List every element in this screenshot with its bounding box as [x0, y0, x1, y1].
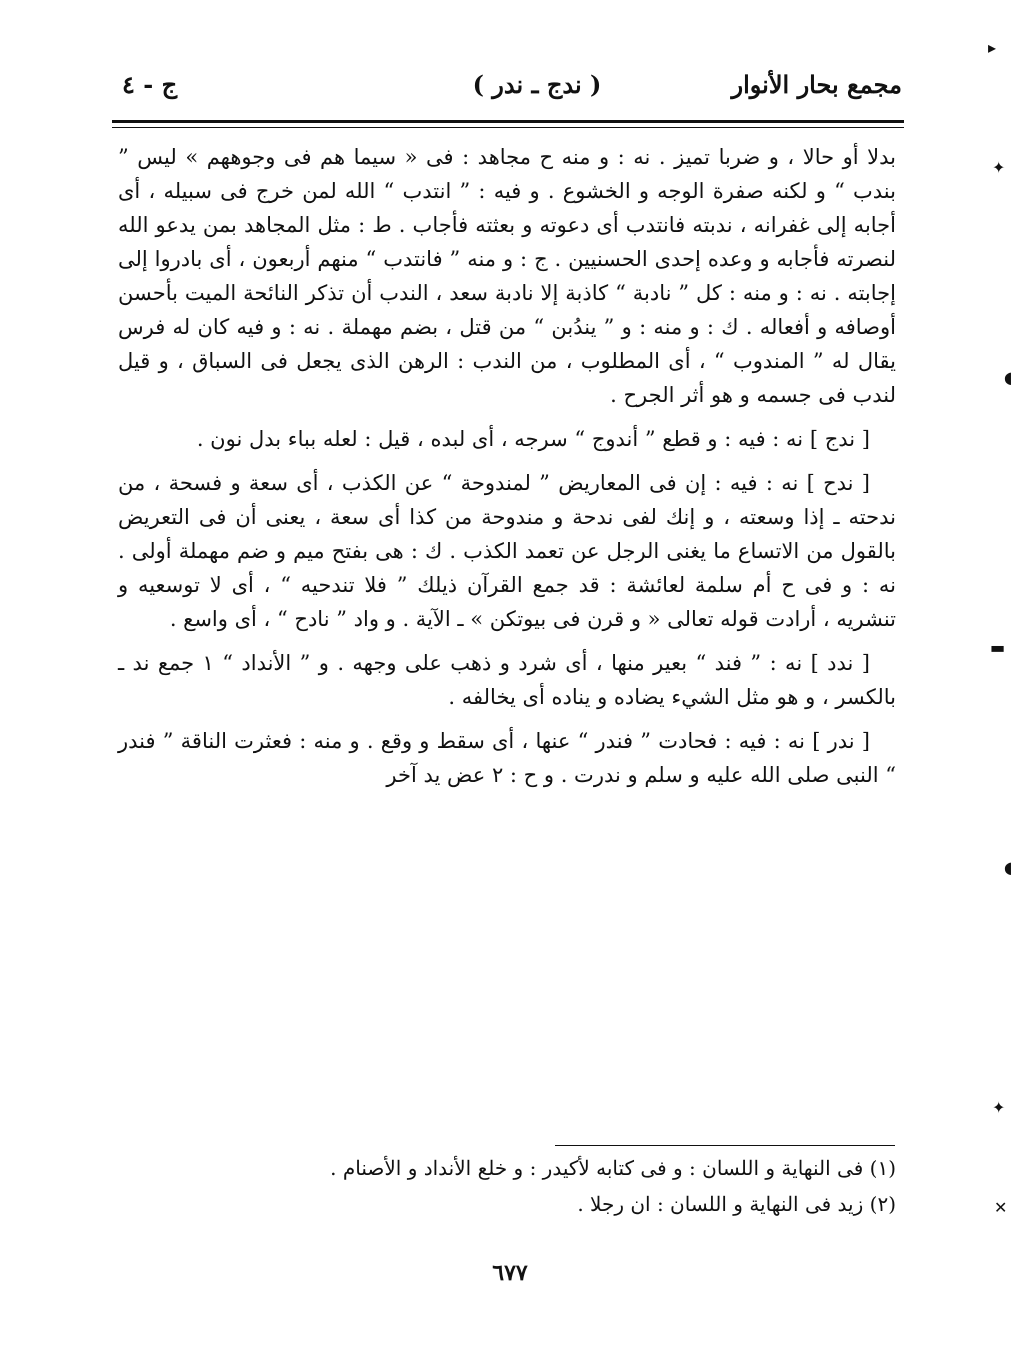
margin-mark-icon: ◖ [1004, 368, 1013, 387]
footnote-2: (٢) زيد فى النهاية و اللسان : ان رجلا . [577, 1192, 896, 1216]
header-rule-thin [112, 127, 904, 128]
margin-mark-icon: ▬ [990, 638, 1006, 657]
margin-mark-icon: ✦ [992, 1098, 1006, 1117]
header-rule [112, 120, 904, 123]
footnotes [200, 1150, 896, 1222]
margin-mark-icon: ✕ [994, 1198, 1008, 1217]
margin-mark-icon: ✦ [992, 158, 1006, 177]
section-range: ( ندج ـ ندر ) [472, 70, 602, 99]
entry-nadr: [ ندر ] نه : فيه : فحادت ” فندر “ عنها ، أى سقط و وقع . و منه : فعثرت الناقة ” فندر “ النبى صلى الله عليه و سلم و ندرت . و ح : ٢ عض يد آخر [118, 729, 896, 787]
book-title: مجمع بحار الأنوار [731, 70, 902, 99]
page-number: ٦٧٧ [492, 1260, 528, 1286]
footnote-1: (١) فى النهاية و اللسان : و فى كتابه لأكيدر : و خلع الأنداد و الأصنام . [330, 1156, 896, 1180]
margin-mark-icon: ◖ [1004, 858, 1013, 877]
paragraph-nadab-continued: بدلا أو حالا ، و ضربا تميز . نه : و منه ح مجاهد : فى « سيما هم فى وجوههم » ليس ” بندب “ و لكنه صفرة الوجه و الخشوع . و فيه : ” انتدب “ الله لمن خرج فى سبيله ، أى أجابه إلى غفرانه ، ندبته فانتدب أى دعوته و بعثته فأجاب . ط : مثل المجاهد بمن يدعو الله لنصرته فأجابه و وعده إحدى الحسنيين . ج : و منه ” فانتدب “ منهم أربعون ، أى بادروا إلى إجابته . نه : و منه : كل ” نادبة “ كاذبة إلا نادبة سعد ، الندب أن تذكر النائحة الميت بأحسن أوصافه و أفعاله . ك : و منه : و ” يندُبن “ من قتل ، بضم مهملة . نه : و فيه كان له فرس يقال له ” المندوب “ ، أى المطلوب ، من الندب : الرهن الذى يجعل فى السباق ، و قيل لندب فى جسمه و هو أثر الجرح . [118, 145, 896, 407]
running-header [112, 66, 902, 110]
entry-nadh: [ ندح ] نه : فيه : إن فى المعاريض ” لمندوحة “ عن الكذب ، أى سعة و فسحة ، من ندحته ـ إذا وسعته ، و إنك لفى ندحة و مندوحة من كذا أى سعة ، يعنى أن فى التعريض بالقول من الاتساع ما يغنى الرجل عن تعمد الكذب . ك : هى بفتح ميم و ضم مهملة أولى . نه : و فى ح أم سلمة لعائشة : قد جمع القرآن ذيلك ” فلا تندحيه “ ، أى لا توسعيه و تنشريه ، أرادت قوله تعالى « و قرن فى بيوتكن » ـ الآية . و واد ” نادح “ ، أى واسع . [118, 471, 896, 631]
volume-label: ج - ٤ [122, 70, 178, 99]
main-text [118, 140, 896, 802]
margin-mark-icon: ▸ [988, 38, 997, 57]
entry-nadj: [ ندج ] نه : فيه : و قطع ” أندوج “ سرجه ، أى لبده ، قيل : لعله بباء بدل نون . [196, 427, 870, 451]
footnote-rule [555, 1145, 895, 1146]
entry-nadd: [ ندد ] نه : ” فند “ بعير منها ، أى شرد و ذهب على وجهه . و ” الأنداد “ ١ جمع ند ـ بالكسر ، و هو مثل الشيء يضاده و يناده أى يخالفه . [118, 651, 896, 709]
